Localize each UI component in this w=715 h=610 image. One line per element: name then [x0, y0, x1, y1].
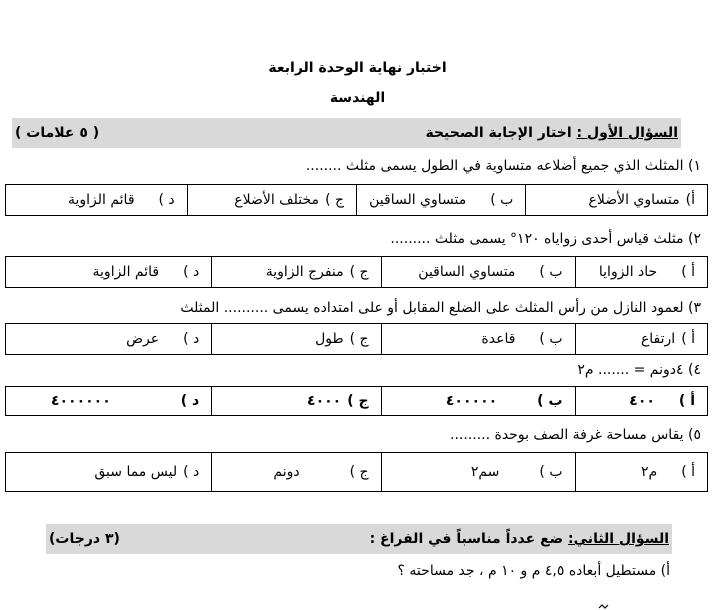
- question-4-options: [5, 386, 708, 416]
- section1-label: السؤال الأول :: [576, 125, 678, 141]
- section2-marks: (٣ درجات): [49, 531, 120, 547]
- section1-instruction: اختار الإجابة الصحيحة: [425, 125, 572, 141]
- exam-subject: الهندسة: [329, 90, 386, 106]
- section2-label: السؤال الثاني:: [568, 531, 669, 547]
- option-c[interactable]: ج )طول: [212, 324, 381, 355]
- cropped-text-fragment: [598, 601, 610, 610]
- question-1-options: [5, 184, 708, 216]
- section1-header: [12, 118, 681, 148]
- section2-instruction: ضع عدداً مناسباً في الفراغ :: [369, 531, 564, 547]
- question-2-options: [5, 256, 708, 288]
- option-d[interactable]: د )٤٠٠٠٠٠٠: [6, 387, 212, 416]
- question-2: ٢) مثلث قياس أحدى زواياه ١٢٠° يسمى مثلث .........: [390, 231, 701, 247]
- option-c[interactable]: ج )٤٠٠٠: [212, 387, 381, 416]
- exam-title: اختبار نهاية الوحدة الرابعة: [268, 60, 447, 76]
- question-3-options: [5, 323, 708, 355]
- section2-heading: [370, 531, 669, 547]
- option-a[interactable]: أ )٤٠٠: [575, 387, 707, 416]
- option-d[interactable]: د )قائم الزاوية: [6, 257, 212, 288]
- option-d[interactable]: د )عرض: [6, 324, 212, 355]
- question-5: ٥) يقاس مساحة غرفة الصف بوحدة .........: [450, 427, 701, 443]
- section1-marks: ( ٥ علامات ): [15, 125, 100, 141]
- section2-header: [46, 524, 672, 554]
- option-a[interactable]: أ)متساوي الأضلاع: [526, 185, 708, 216]
- option-b[interactable]: ب )سم٢: [381, 453, 575, 492]
- question-3: ٣) لعمود النازل من رأس المثلث على الضلع المقابل أو على امتداده يسمى .......... المثلث: [180, 300, 701, 316]
- option-a[interactable]: أ )حاد الزوايا: [575, 257, 707, 288]
- option-d[interactable]: د )ليس مما سبق: [6, 453, 212, 492]
- option-c[interactable]: ج )دونم: [212, 453, 381, 492]
- option-b[interactable]: ب )٤٠٠٠٠٠: [381, 387, 575, 416]
- option-d[interactable]: د )قائم الزاوية: [6, 185, 188, 216]
- question-5-options: [5, 452, 708, 492]
- question-4: ٤) ٤دونم = ....... م٢: [577, 362, 701, 378]
- option-b[interactable]: ب )متساوي الساقين: [357, 185, 526, 216]
- section2-item-a: أ) مستطيل أبعاده ٤,٥ م و ١٠ م ، جد مساحته ؟: [397, 563, 670, 579]
- option-c[interactable]: ج )منفرج الزاوية: [212, 257, 381, 288]
- option-c[interactable]: ج )مختلف الأضلاع: [187, 185, 356, 216]
- option-b[interactable]: ب )قاعدة: [381, 324, 575, 355]
- option-a[interactable]: أ )م٢: [575, 453, 707, 492]
- option-a[interactable]: أ )ارتفاع: [575, 324, 707, 355]
- question-1: ١) المثلث الذي جميع أضلاعه متساوية في الطول يسمى مثلث ........: [305, 158, 701, 174]
- option-b[interactable]: ب )متساوي الساقين: [381, 257, 575, 288]
- section1-heading: [425, 125, 678, 141]
